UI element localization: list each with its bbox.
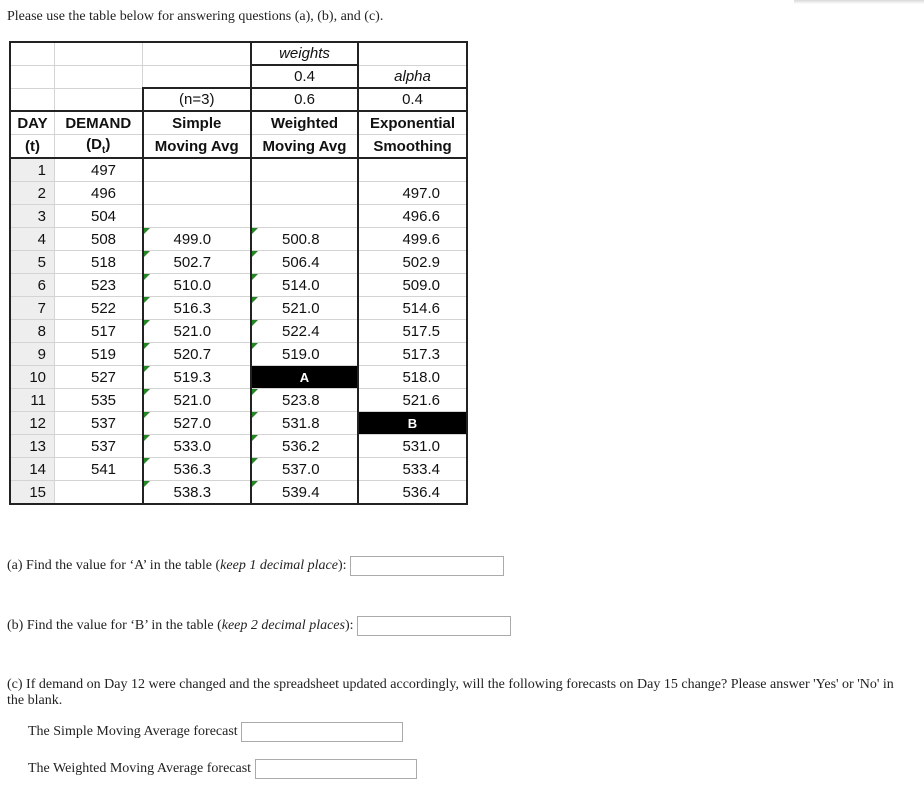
table-row — [10, 435, 467, 458]
day-cell: 2 — [10, 182, 55, 205]
col-demand-sub: $(D_t)$ — [55, 135, 143, 159]
es-cell: 531.0 — [358, 435, 467, 458]
question-a-hint: keep 1 decimal place — [220, 558, 338, 574]
col-demand-header: DEMAND — [55, 111, 143, 135]
wma-cell — [251, 158, 358, 182]
demand-cell: 508 — [55, 228, 143, 251]
col-es-header: Exponential — [358, 111, 467, 135]
table-row — [10, 205, 467, 228]
sma-cell: 536.3 — [143, 458, 252, 481]
demand-cell: 496 — [55, 182, 143, 205]
answer-c-sma-input[interactable] — [241, 722, 403, 742]
sma-cell: 533.0 — [143, 435, 252, 458]
empty-cell — [143, 65, 252, 88]
empty-cell — [143, 42, 252, 65]
answer-b-input[interactable] — [357, 616, 511, 636]
day-cell: 10 — [10, 366, 55, 389]
table-row — [10, 274, 467, 297]
wma-cell: 537.0 — [251, 458, 358, 481]
col-day-header: DAY — [10, 111, 55, 135]
day-cell: 12 — [10, 412, 55, 435]
day-cell: 4 — [10, 228, 55, 251]
sma-cell: 516.3 — [143, 297, 252, 320]
day-cell: 3 — [10, 205, 55, 228]
empty-cell — [55, 65, 143, 88]
day-cell: 15 — [10, 481, 55, 505]
table-row — [10, 412, 467, 435]
sma-label: The Simple Moving Average forecast — [28, 724, 238, 740]
col-wma-sub: Moving Avg — [251, 135, 358, 159]
sma-cell: 527.0 — [143, 412, 252, 435]
demand-cell: 504 — [55, 205, 143, 228]
wma-cell: 522.4 — [251, 320, 358, 343]
n-label: (n=3) — [143, 88, 252, 111]
es-cell: 518.0 — [358, 366, 467, 389]
demand-cell: 541 — [55, 458, 143, 481]
table-row — [10, 251, 467, 274]
table-row — [10, 182, 467, 205]
wma-cell: 536.2 — [251, 435, 358, 458]
weight-2: 0.6 — [251, 88, 358, 111]
es-cell: 521.6 — [358, 389, 467, 412]
sma-cell — [143, 182, 252, 205]
es-cell: 497.0 — [358, 182, 467, 205]
es-cell: 496.6 — [358, 205, 467, 228]
es-cell: 536.4 — [358, 481, 467, 505]
day-cell: 6 — [10, 274, 55, 297]
sma-cell: 520.7 — [143, 343, 252, 366]
wma-cell: 531.8 — [251, 412, 358, 435]
table-row — [10, 389, 467, 412]
table-row — [10, 158, 467, 182]
demand-cell: 497 — [55, 158, 143, 182]
es-cell: 514.6 — [358, 297, 467, 320]
wma-label: The Weighted Moving Average forecast — [28, 761, 252, 777]
sma-cell: 510.0 — [143, 274, 252, 297]
answer-b-cell: B — [358, 412, 467, 435]
es-cell: 499.6 — [358, 228, 467, 251]
col-sma-header: Simple — [143, 111, 252, 135]
empty-cell — [10, 88, 55, 111]
table-row — [10, 481, 467, 505]
es-cell — [358, 158, 467, 182]
es-cell: 517.3 — [358, 343, 467, 366]
question-c-sma — [28, 722, 403, 742]
empty-cell — [10, 65, 55, 88]
table-row — [10, 228, 467, 251]
table-row — [10, 458, 467, 481]
wma-cell: 506.4 — [251, 251, 358, 274]
sma-cell: 521.0 — [143, 320, 252, 343]
empty-cell — [55, 42, 143, 65]
wma-cell — [251, 182, 358, 205]
question-b: (b) Find the value for ‘B’ in the table (keep 2 decimal places): — [7, 616, 511, 636]
es-cell: 533.4 — [358, 458, 467, 481]
weights-label: weights — [251, 42, 358, 65]
col-es-sub: Smoothing — [358, 135, 467, 159]
sma-cell — [143, 158, 252, 182]
table-row — [10, 343, 467, 366]
empty-cell — [358, 42, 467, 65]
answer-a-input[interactable] — [350, 556, 504, 576]
question-a: (a) Find the value for ‘A’ in the table (keep 1 decimal place): — [7, 556, 504, 576]
es-cell: 509.0 — [358, 274, 467, 297]
day-cell: 7 — [10, 297, 55, 320]
sma-cell: 519.3 — [143, 366, 252, 389]
wma-cell — [251, 205, 358, 228]
wma-cell: 514.0 — [251, 274, 358, 297]
wma-cell: 519.0 — [251, 343, 358, 366]
answer-a-cell: A — [251, 366, 358, 389]
es-cell: 517.5 — [358, 320, 467, 343]
empty-cell — [55, 88, 143, 111]
demand-cell: 537 — [55, 412, 143, 435]
demand-cell: 527 — [55, 366, 143, 389]
demand-cell: 517 — [55, 320, 143, 343]
table-row — [10, 297, 467, 320]
col-day-sub: (t) — [10, 135, 55, 159]
sma-cell — [143, 205, 252, 228]
day-cell: 5 — [10, 251, 55, 274]
question-c-text: (c) If demand on Day 12 were changed and the spreadsheet updated accordingly, will the following forecasts on Day 15 change? Please answer 'Yes' or 'No' in the blank. — [7, 677, 894, 708]
es-cell: 502.9 — [358, 251, 467, 274]
day-cell: 1 — [10, 158, 55, 182]
question-c-wma — [28, 759, 417, 779]
day-cell: 13 — [10, 435, 55, 458]
wma-cell: 500.8 — [251, 228, 358, 251]
col-sma-sub: Moving Avg — [143, 135, 252, 159]
forecast-table — [9, 41, 468, 505]
day-cell: 9 — [10, 343, 55, 366]
sma-cell: 502.7 — [143, 251, 252, 274]
demand-cell: 523 — [55, 274, 143, 297]
sma-cell: 538.3 — [143, 481, 252, 505]
sma-cell: 521.0 — [143, 389, 252, 412]
wma-cell: 523.8 — [251, 389, 358, 412]
alpha-label: alpha — [358, 65, 467, 88]
day-cell: 8 — [10, 320, 55, 343]
table-row — [10, 320, 467, 343]
sma-cell: 499.0 — [143, 228, 252, 251]
day-cell: 14 — [10, 458, 55, 481]
intro-text: Please use the table below for answering questions (a), (b), and (c). — [7, 9, 384, 24]
col-wma-header: Weighted — [251, 111, 358, 135]
corner-shadow — [794, 0, 924, 4]
question-b-hint: keep 2 decimal places — [221, 618, 345, 634]
demand-cell: 519 — [55, 343, 143, 366]
demand-cell: 535 — [55, 389, 143, 412]
demand-cell — [55, 481, 143, 505]
wma-cell: 539.4 — [251, 481, 358, 505]
day-cell: 11 — [10, 389, 55, 412]
demand-cell: 518 — [55, 251, 143, 274]
demand-cell: 522 — [55, 297, 143, 320]
alpha-value: 0.4 — [358, 88, 467, 111]
weight-1: 0.4 — [251, 65, 358, 88]
wma-cell: 521.0 — [251, 297, 358, 320]
question-b-text: (b) Find the value for ‘B’ in the table ( — [7, 618, 222, 634]
answer-c-wma-input[interactable] — [255, 759, 417, 779]
demand-cell: 537 — [55, 435, 143, 458]
empty-cell — [10, 42, 55, 65]
table-row — [10, 366, 467, 389]
question-a-text: (a) Find the value for ‘A’ in the table ( — [7, 558, 221, 574]
